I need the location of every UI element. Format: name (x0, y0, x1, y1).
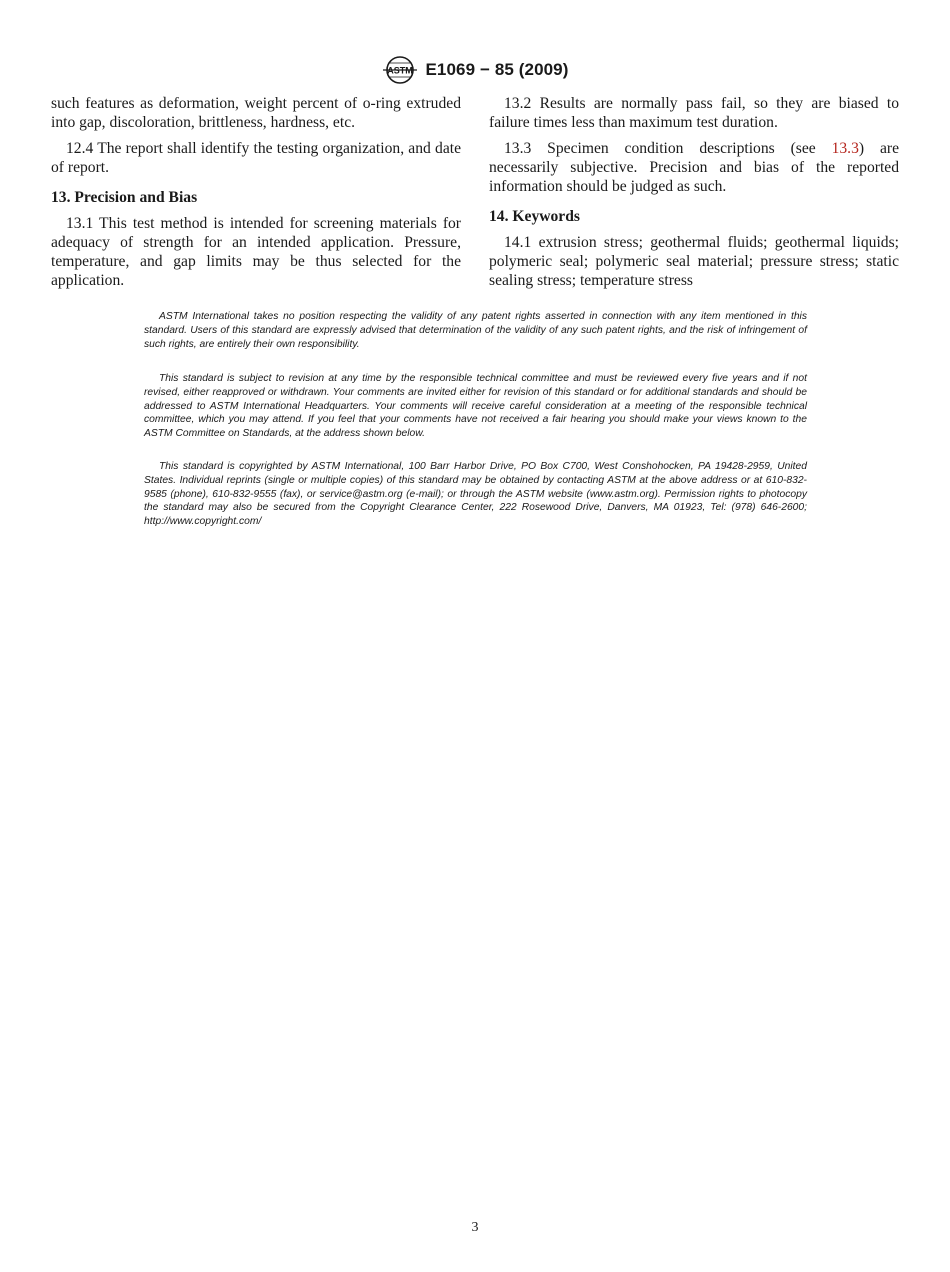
paragraph-13-3-text-start: 13.3 Specimen condition descriptions (see (504, 140, 832, 157)
paragraph-13-2: 13.2 Results are normally pass fail, so they are biased to failure times less than maximum test duration. (489, 95, 899, 131)
paragraph-13-1: 13.1 This test method is intended for screening materials for adequacy of strength for an intended application. Pressure, temperature, and gap limits may be thus selected for the application. (51, 215, 461, 289)
patent-notice-text: ASTM International takes no position respecting the validity of any patent rights asserted in connection with any item mentioned in this standard. Users of this standard are expressly advised that determination of the validity of any such patent rights, and the risk of infringement of such rights, are entirely their own responsibility. (144, 311, 807, 350)
copyright-notice (144, 460, 807, 529)
paragraph-13-3-text-end: ) are necessarily subjective. Precision and bias of the reported information should be judged as such. (489, 140, 899, 195)
page-header (0, 55, 950, 85)
paragraph-13-3 (489, 139, 899, 196)
paragraph-12-3-continued: such features as deformation, weight percent of o-ring extruded into gap, discoloration, brittleness, hardness, etc. (51, 95, 461, 131)
page-number: 3 (471, 1220, 479, 1235)
section-heading-14: 14. Keywords (489, 208, 580, 225)
astm-logo-icon (381, 55, 419, 85)
revision-notice-text: This standard is subject to revision at any time by the responsible technical committee and must be reviewed every five years and if not revised, either reapproved or withdrawn. Your comments are invited either for revision of this standard or for additional standards and should be addressed to ASTM International Headquarters. Your comments will receive careful consideration at a meeting of the responsible technical committee, which you may attend. If you feel that your comments have not received a fair hearing you should make your views known to the ASTM Committee on Standards, at the address shown below. (144, 373, 807, 440)
logo-text: ASTM (387, 65, 414, 76)
right-column (489, 94, 899, 297)
revision-notice (144, 372, 807, 441)
section-13-3-link[interactable]: 13.3 (831, 140, 859, 157)
paragraph-12-4: 12.4 The report shall identify the testing organization, and date of report. (51, 140, 461, 176)
patent-notice (144, 310, 807, 351)
section-heading-13: 13. Precision and Bias (51, 189, 198, 206)
left-column (51, 94, 461, 297)
copyright-notice-text: This standard is copyrighted by ASTM International, 100 Barr Harbor Drive, PO Box C700, West Conshohocken, PA 19428-2959, United States. Individual reprints (single or multiple copies) of this standard may be obtained by contacting ASTM at the above address or at 610-832-9585 (phone), 610-832-9555 (fax), or service@astm.org (e-mail); or through the ASTM website (www.astm.org). Permission rights to photocopy the standard may also be secured from the Copyright Clearance Center, 222 Rosewood Drive, Danvers, MA 01923, Tel: (978) 646-2600; http://www.copyright.com/ (144, 461, 807, 528)
paragraph-14-1-keywords: 14.1 extrusion stress; geothermal fluids; geothermal liquids; polymeric seal; polymeric seal material; pressure stress; static sealing stress; temperature stress (489, 234, 899, 289)
standard-designation: E1069 − 85 (2009) (425, 60, 569, 79)
